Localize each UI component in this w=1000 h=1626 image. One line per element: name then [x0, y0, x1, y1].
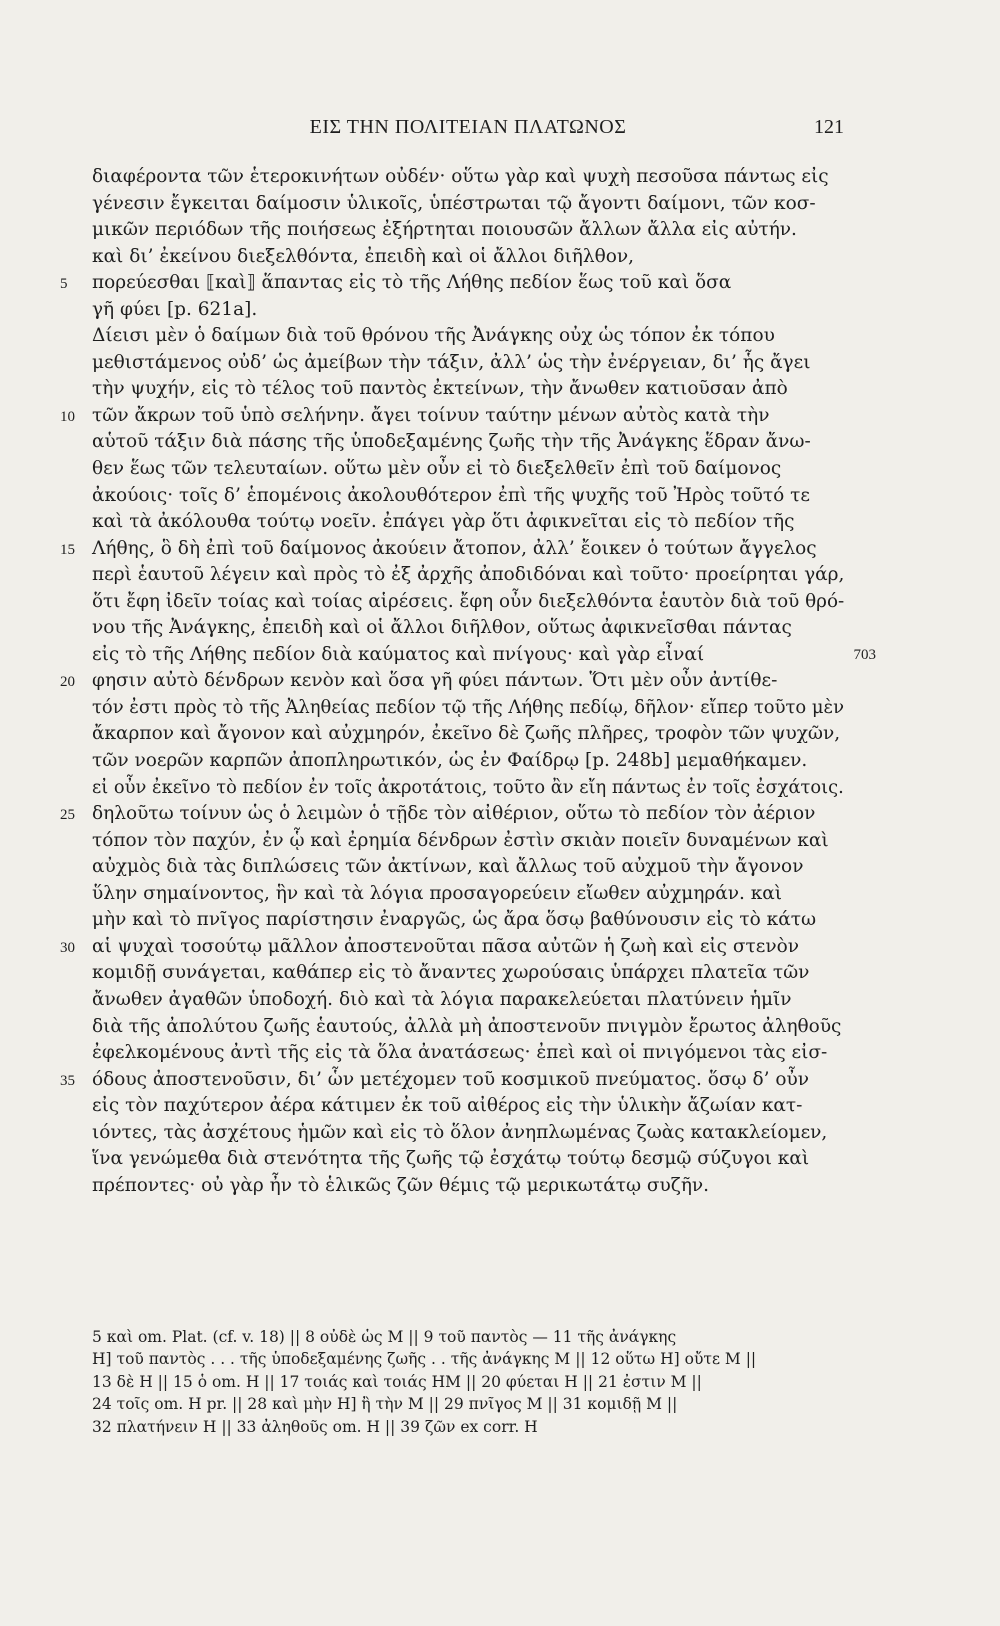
line-text: πρέποντες· οὐ γὰρ ἦν τὸ ἑλικῶς ζῶν θέμις τῷ μερικωτάτῳ συζῆν. — [92, 1174, 710, 1196]
text-line — [60, 536, 852, 563]
text-line — [92, 191, 852, 218]
line-text: διαφέροντα τῶν ἑτεροκινήτων οὐδέν· οὕτω γὰρ καὶ ψυχὴ πεσοῦσα πάντως εἰς — [92, 166, 829, 187]
apparatus-line: H] τοῦ παντὸς . . . τῆς ὑποδεξαμένης ζωῆς . . τῆς ἀνάγκης M || 12 οὕτω H] οὔτε M || — [92, 1350, 757, 1369]
text-line — [60, 403, 852, 430]
line-text: καὶ δι’ ἐκείνου διεξελθόντα, ἐπειδὴ καὶ οἱ ἄλλοι διῆλθον, — [92, 245, 634, 267]
text-line — [60, 934, 852, 961]
line-text: αὑτοῦ τάξιν διὰ πάσης τῆς ὑποδεξαμένης ζωῆς τὴν τῆς Ἀνάγκης ἕδραν ἄνω- — [92, 431, 811, 453]
critical-apparatus — [92, 1326, 852, 1438]
text-line — [92, 429, 852, 456]
line-number: 10 — [60, 408, 75, 425]
text-line — [92, 376, 852, 403]
text-line — [92, 589, 852, 616]
line-text: τὴν ψυχήν, εἰς τὸ τέλος τοῦ παντὸς ἐκτείνων, τὴν ἄνωθεν κατιοῦσαν ἀπὸ — [92, 378, 788, 400]
line-text: αἱ ψυχαὶ τοσούτῳ μᾶλλον ἀποστενοῦται πᾶσα αὐτῶν ἡ ζωὴ καὶ εἰς στενὸν — [92, 935, 799, 957]
main-text — [60, 164, 876, 1199]
line-text: Λήθης, ὃ δὴ ἐπὶ τοῦ δαίμονος ἀκούειν ἄτοπον, ἀλλ’ ἔοικεν ὁ τούτων ἄγγελος — [92, 537, 817, 559]
line-text: όδους ἀποστενοῦσιν, δι’ ὧν μετέχομεν τοῦ κοσμικοῦ πνεύματος. ὅσῳ δ’ οὖν — [92, 1068, 809, 1090]
text-line — [92, 695, 852, 722]
text-line — [92, 244, 852, 271]
text-line — [60, 1067, 852, 1094]
apparatus-line: 13 δὲ H || 15 ὁ om. H || 17 τοιάς καὶ τοιάς HM || 20 φύεται H || 21 ἐστιν M || — [92, 1372, 702, 1391]
text-line — [92, 1040, 852, 1067]
page-number: 121 — [814, 116, 844, 138]
text-line — [92, 854, 852, 881]
line-text: εἰς τὸ τῆς Λήθης πεδίον διὰ καύματος καὶ πνίγους· καὶ γὰρ εἶναί — [92, 643, 705, 665]
line-text: φησιν αὐτὸ δένδρων κενὸν καὶ ὅσα γῆ φύει πάντων. Ὅτι μὲν οὖν ἀντίθε- — [92, 670, 778, 692]
line-text: ιόντες, τὰς ἀσχέτους ἡμῶν καὶ εἰς τὸ ὅλον ἀνηπλωμένας ζωὰς κατακλείομεν, — [92, 1121, 828, 1143]
text-line — [92, 907, 852, 934]
text-line — [60, 668, 852, 695]
line-text: καὶ τὰ ἀκόλουθα τούτῳ νοεῖν. ἐπάγει γὰρ ὅτι ἀφικνεῖται εἰς τὸ πεδίον τῆς — [92, 511, 795, 533]
text-line — [92, 987, 852, 1014]
text-line — [92, 642, 876, 669]
text-line — [92, 960, 852, 987]
line-text: τῶν νοερῶν καρπῶν ἀποπληρωτικόν, ὡς ἐν Φαίδρῳ [p. 248b] μεμαθήκαμεν. — [92, 750, 808, 772]
line-number: 20 — [60, 674, 75, 691]
line-text: ὅτι ἔφη ἰδεῖν τοίας καὶ τοίας αἱρέσεις. ἔφη οὖν διεξελθόντα ἑαυτὸν διὰ τοῦ θρό- — [92, 590, 845, 612]
line-text: Δίεισι μὲν ὁ δαίμων διὰ τοῦ θρόνου τῆς Ἀνάγκης οὐχ ὡς τόπον ἐκ τόπου — [92, 325, 775, 347]
line-text: ἄκαρπον καὶ ἄγονον καὶ αὐχμηρόν, ἐκεῖνο δὲ ζωῆς πλῆρες, τροφὸν τῶν ψυχῶν, — [92, 723, 841, 745]
line-number: 25 — [60, 807, 75, 824]
text-line — [92, 562, 852, 589]
line-text: ὕλην σημαίνοντος, ἣν καὶ τὰ λόγια προσαγορεύειν εἴωθεν αὐχμηράν. καὶ — [92, 882, 783, 904]
text-line — [92, 775, 852, 802]
line-text: γένεσιν ἔγκειται δαίμοσιν ὑλικοῖς, ὑπέστρωται τῷ ἄγοντι δαίμονι, τῶν κοσ- — [92, 192, 816, 214]
line-text: μικῶν περιόδων τῆς ποιήσεως ἐξήρτηται ποιουσῶν ἄλλων ἄλλα εἰς αὐτήν. — [92, 219, 797, 241]
line-text: περὶ ἑαυτοῦ λέγειν καὶ πρὸς τὸ ἐξ ἀρχῆς ἀποδιδόναι καὶ τοῦτο· προείρηται γάρ, — [92, 564, 845, 586]
line-text: θεν ἕως τῶν τελευταίων. οὕτω μὲν οὖν εἰ τὸ διεξελθεῖν ἐπὶ τοῦ δαίμονος — [92, 458, 782, 480]
text-line — [92, 615, 852, 642]
line-text: δηλοῦτω τοίνυν ὡς ὁ λειμὼν ὁ τῇδε τὸν αἰθέριον, οὕτω τὸ πεδίον τὸν ἀέριον — [92, 803, 816, 825]
line-text: αὐχμὸς διὰ τὰς διπλώσεις τῶν ἀκτίνων, καὶ ἄλλως τοῦ αὐχμοῦ τὴν ἄγονον — [92, 856, 804, 878]
text-line — [92, 1146, 852, 1173]
line-text: τῶν ἄκρων τοῦ ὑπὸ σελήνην. ἄγει τοίνυν ταύτην μένων αὐτὸς κατὰ τὴν — [92, 404, 770, 426]
text-line — [60, 270, 852, 297]
apparatus-line: 32 πλατήνειν H || 33 ἀληθοῦς om. H || 39 ζῶν ex corr. H — [92, 1417, 538, 1436]
text-line — [92, 828, 852, 855]
text-line — [92, 483, 852, 510]
text-line — [60, 801, 852, 828]
line-number: 35 — [60, 1072, 75, 1089]
line-text: πορεύεσθαι ⟦καὶ⟧ ἅπαντας εἰς τὸ τῆς Λήθης πεδίον ἕως τοῦ καὶ ὅσα — [92, 272, 732, 294]
running-head: ΕΙΣ ΤΗΝ ΠΟΛΙΤΕΙΑΝ ΠΛΑΤΩΝΟΣ — [309, 116, 627, 138]
line-text: ἀκούοις· τοῖς δ’ ἑπομένοις ἀκολουθότερον ἐπὶ τῆς ψυχῆς τοῦ Ἠρὸς τοῦτό τε — [92, 484, 810, 506]
line-text: μὴν καὶ τὸ πνῖγος παρίστησιν ἐναργῶς, ὡς ἄρα ὅσῳ βαθύνουσιν εἰς τὸ κάτω — [92, 909, 817, 931]
text-line — [92, 721, 852, 748]
text-line — [92, 1120, 852, 1147]
text-line — [92, 350, 852, 377]
line-text: τόπον τὸν παχύν, ἐν ᾧ καὶ ἐρημία δένδρων ἐστὶν σκιὰν ποιεῖν δυναμένων καὶ — [92, 829, 829, 851]
line-text: ἄνωθεν ἀγαθῶν ὑποδοχή. διὸ καὶ τὰ λόγια παρακελεύεται πλατύνειν ἡμῖν — [92, 988, 792, 1010]
line-number: 5 — [60, 276, 68, 293]
text-line — [92, 748, 852, 775]
line-number: 30 — [60, 939, 75, 956]
line-text: τόν ἐστι πρὸς τὸ τῆς Ἀληθείας πεδίον τῷ τῆς Λήθης πεδίῳ, δῆλον· εἴπερ τοῦτο μὲν — [92, 696, 845, 718]
line-text: κομιδῇ συνάγεται, καθάπερ εἰς τὸ ἄναντες χωρούσαις ὑπάρχει πλατεῖα τῶν — [92, 962, 810, 984]
text-line — [92, 297, 852, 324]
text-line — [92, 1014, 852, 1041]
line-text: εἰ οὖν ἐκεῖνο τὸ πεδίον ἐν τοῖς ἀκροτάτοις, τοῦτο ἂν εἴη πάντως ἐν τοῖς ἐσχάτοις. — [92, 776, 844, 798]
text-line — [92, 456, 852, 483]
line-text: εἰς τὸν παχύτερον ἀέρα κάτιμεν ἐκ τοῦ αἰθέρος εἰς τὴν ὑλικὴν ἄζωίαν κατ- — [92, 1095, 803, 1117]
text-line — [92, 881, 852, 908]
text-line — [92, 1173, 852, 1200]
line-text: μεθιστάμενος οὐδ’ ὡς ἀμείβων τὴν τάξιν, ἀλλ’ ὡς τὴν ἐνέργειαν, δι’ ἧς ἄγει — [92, 351, 811, 373]
page-header — [92, 112, 844, 144]
text-line — [92, 217, 852, 244]
margin-reference: 703 — [853, 646, 876, 663]
line-text: ἵνα γενώμεθα διὰ στενότητα τῆς ζωῆς τῷ ἐσχάτῳ τούτῳ δεσμῷ σύζυγοι καὶ — [92, 1148, 810, 1170]
line-text: νου τῆς Ἀνάγκης, ἐπειδὴ καὶ οἱ ἄλλοι διῆλθον, οὕτως ἀφικνεῖσθαι πάντας — [92, 617, 792, 639]
text-line — [92, 164, 852, 191]
line-text: διὰ τῆς ἀπολύτου ζωῆς ἑαυτούς, ἀλλὰ μὴ ἀποστενοῦν πνιγμὸν ἔρωτος ἀληθοῦς — [92, 1015, 842, 1037]
line-number: 15 — [60, 541, 75, 558]
apparatus-line: 24 τοῖς om. H pr. || 28 καὶ μὴν H] ἢ τὴν M || 29 πνῖγος M || 31 κομιδῇ M || — [92, 1395, 678, 1414]
apparatus-line: 5 καὶ om. Plat. (cf. v. 18) || 8 οὐδὲ ὡς M || 9 τοῦ παντὸς — 11 τῆς ἀνάγκης — [92, 1328, 677, 1346]
text-line — [92, 323, 852, 350]
line-text: γῆ φύει [p. 621a]. — [92, 298, 258, 320]
text-line — [92, 1093, 852, 1120]
line-text: ἐφελκομένους ἀντὶ τῆς εἰς τὰ ὅλα ἀνατάσεως· ἐπεὶ καὶ οἱ πνιγόμενοι τὰς εἰσ- — [92, 1042, 828, 1064]
text-line — [92, 509, 852, 536]
